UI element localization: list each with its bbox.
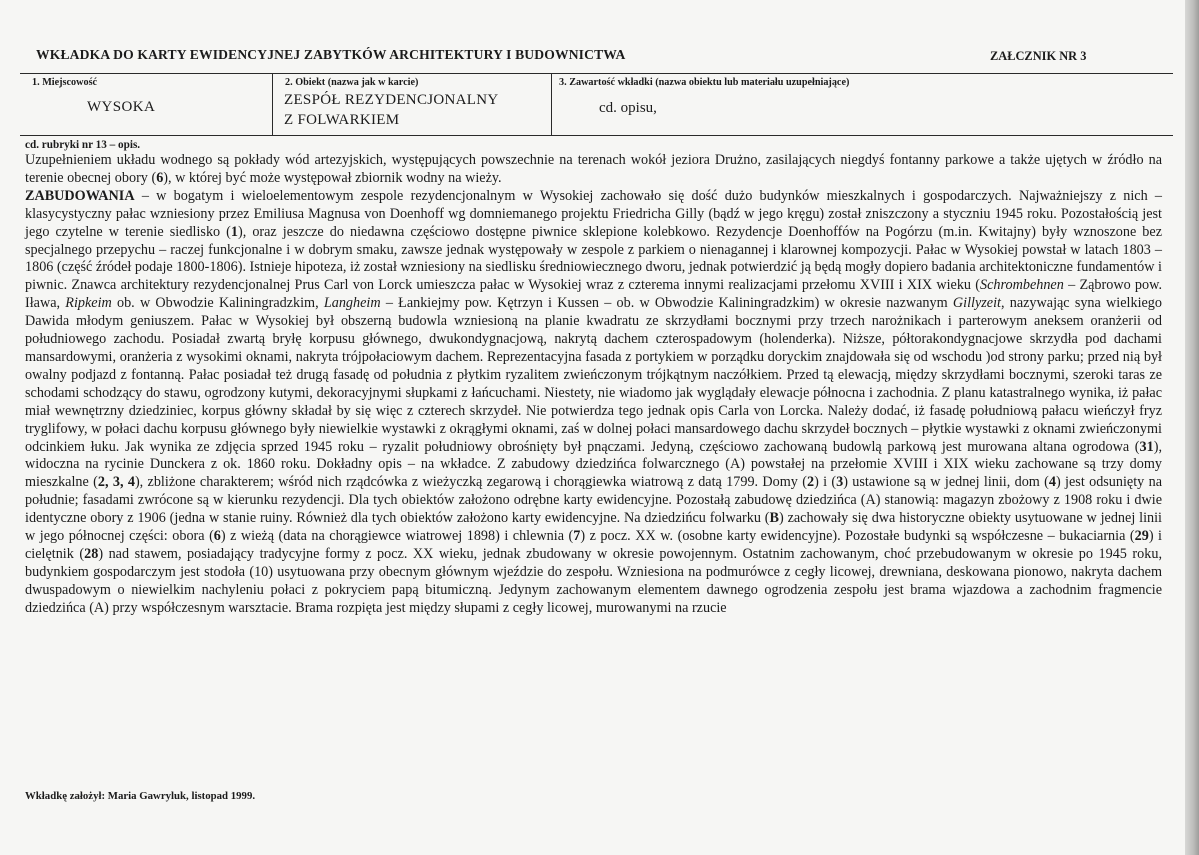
contents-label: 3. Zawartość wkładki (nazwa obiektu lub materiału uzupełniające) xyxy=(559,77,850,88)
locality-value: WYSOKA xyxy=(87,99,156,115)
contents-value: cd. opisu, xyxy=(599,100,657,116)
object-value-line1: ZESPÓŁ REZYDENCJONALNY xyxy=(284,92,499,108)
section-label: cd. rubryki nr 13 – opis. xyxy=(25,139,141,151)
paragraph-buildings: ZABUDOWANIA – w bogatym i wieloelementowym zespole rezydencjonalnym w Wysokiej zachowało się dość dużo budynków mieszkalnych i gospodarczych. Najważniejszy z nich – klasycystyczny pałac wzniesiony przez Emiliusa Magnusa von Doenhoff wg domniemanego projektu Friedricha Gilly (bądź w jego kręgu) został zniszczony a styczniu 1945 roku. Pozostałością jest jego czytelne w terenie siedlisko (1), oraz jeszcze do niedawna częściowo dostępne piwnice sklepione kolebkowo. Rezydencje Doenhoffów na Pogórzu (m.in. Kwitajny) były wznoszone bez specjalnego przepychu – raczej funkcjonalne i w dobrym smaku, zawsze jednak występowały w zespole z parkiem o nienagannej i klarownej kompozycji. Pałac w Wysokiej powstał w latach 1803 – 1806 (część źródeł podaje 1800-1806). Istnieje hipoteza, iż został wzniesiony na siedlisku średniowiecznego dworu, jednak potwierdzić ją będą mogły dopiero badania architektoniczne fundamentów i piwnic. Znawca architektury rezydencjonalnej Prus Carl von Lorck umieszcza pałac w Wysokiej wraz z czterema innymi realizacjami przełomu XVIII i XIX wieku (Schrombehnen – Ząbrowo pow. Iława, Ripkeim ob. w Obwodzie Kaliningradzkim, Langheim – Łankiejmy pow. Kętrzyn i Kussen – ob. w Obwodzie Kaliningradzkim) w okresie nazwanym Gillyzeit, nazywając syna wielkiego Dawida młodym geniuszem. Pałac w Wysokiej był obszerną budowla wzniesioną na planie kwadratu ze skrzydłami bocznymi przy trzech narożnikach i parterowym aneksem oranżerii od południowego zachodu. Posiadał zwartą bryłę korpusu głównego, dwukondygnacjową, nakrytą dachem czterospadowym (holenderka). Niższe, półtorakondygnacjowe skrzydła pod dachami mansardowymi, oranżeria z wysokimi oknami, nakryta trójpołaciowym dachem. Reprezentacyjna fasada z portykiem w porządku doryckim znajdowała się od wschodu )od strony parku; przed nią był owalny podjazd z fontanną. Pałac posiadał też drugą fasadę od południa z płytkim ryzalitem zwieńczonym trójkątnym naczółkiem. Przed tą elewacją, między skrzydłami bocznymi, szeroki taras ze schodami schodzący do stawu, ogrodzony kutymi, dekoracyjnymi słupkami z łańcuchami. Niestety, nie wiadomo jak wyglądały elewacje północna i zachodnia. Z planu katastralnego wynika, iż pałac miał wewnętrzny dziedziniec, korpus główny składał by się więc z czterech skrzydeł. Nie potwierdza tego jednak opis Carla von Lorcka. Należy dodać, iż fasadę południową pałacu wieńczył fryz tryglifowy, w połaci dachu korpusu głównego były niewielkie wystawki z okrągłymi oknami, zaś w dolnej połaci mansardowego dachu skrzydeł bocznych – płytkie wystawki z oknami zwieńczonymi odcinkiem łuku. Jak wynika ze zdjęcia sprzed 1945 roku – ryzalit południowy obrośnięty był pnączami. Jedyną, częściowo zachowaną budowlą parkową jest murowana altana ogrodowa (31), widoczna na rycinie Dunckera z ok. 1860 roku. Dokładny opis – na wkładce. Z zabudowy dziedzińca folwarcznego (A) powstałej na przełomie XVIII i XIX wieku zachowane są trzy domy mieszkalne (2, 3, 4), zbliżone charakterem; wśród nich rządcówka z wieżyczką zegarową i chorągiewka wiatrową z datą 1799. Domy (2) i (3) ustawione są w jednej linii, dom (4) jest odsunięty na południe; fasadami zwrócone są w kierunku rezydencji. Dla tych obiektów założono odrębne karty ewidencyjne. Pozostałą zabudowę dziedzińca (A) stanowią: magazyn zbożowy z 1908 roku i dwie identyczne obory z 1906 (jedna w stanie ruiny. Również dla tych obiektów założono karty ewidencyjne. Na dziedzińcu folwarku (B) zachowały się dwa historyczne obiekty usytuowane w jednej linii w jego północnej części: obora (6) z wieżą (data na chorągiewce wiatrowej 1898) i chlewnia (7) z pocz. XX w. (osobne karty ewidencyjne). Pozostałe budynki są współczesne – bukaciarnia (29) i cielętnik (28) nad stawem, posiadający tradycyjne formy z pocz. XX wieku, jednak zbudowany w okresie powojennym. Ostatnim zachowanym, choć przebudowanym w okresie po 1945 roku, budynkiem gospodarczym jest stodoła (10) usytuowana przy obecnym głównym wjeździe do zespołu. Wzniesiona na podmurówce z cegły licowej, drewniana, deskowana pionowo, nakryta dachem dwuspadowym o niewielkim nachyleniu połaci z pokryciem papą bitumiczną. Jedynym zachowanym elementem dawnego ogrodzenia zespołu jest brama wjazdowa a zachodnim fragmencie dziedzińca (A) przy współczesnym warsztacie. Brama rozpięta jest między słupami z cegły licowej, murowanymi na rzucie xyxy=(25,187,1162,616)
object-value xyxy=(284,90,499,130)
author-footer: Wkładkę założył: Maria Gawryluk, listopad 1999. xyxy=(25,790,256,802)
buildings-heading: ZABUDOWANIA xyxy=(25,187,135,204)
contents-cell xyxy=(551,74,1173,135)
paragraph-water: Uzupełnieniem układu wodnego są pokłady wód artezyjskich, występujących powszechnie na terenach wokół jeziora Drużno, zasilających niegdyś fontanny parkowe a także ujętych w źródło na terenie obecnej obory (6), w której być może występował zbiornik wodny na wieży. xyxy=(25,152,1162,186)
document-title: WKŁADKA DO KARTY EWIDENCYJNEJ ZABYTKÓW ARCHITEKTURY I BUDOWNICTWA xyxy=(36,47,626,62)
scan-edge xyxy=(1185,0,1199,855)
object-label: 2. Obiekt (nazwa jak w karcie) xyxy=(285,77,419,88)
annex-number: ZAŁCZNIK NR 3 xyxy=(990,49,1087,63)
object-cell xyxy=(272,74,551,135)
description-body xyxy=(25,152,1162,618)
header-fields-table xyxy=(20,73,1173,136)
locality-cell xyxy=(20,74,272,135)
object-value-line2: Z FOLWARKIEM xyxy=(284,112,400,128)
locality-label: 1. Miejscowość xyxy=(32,77,98,88)
